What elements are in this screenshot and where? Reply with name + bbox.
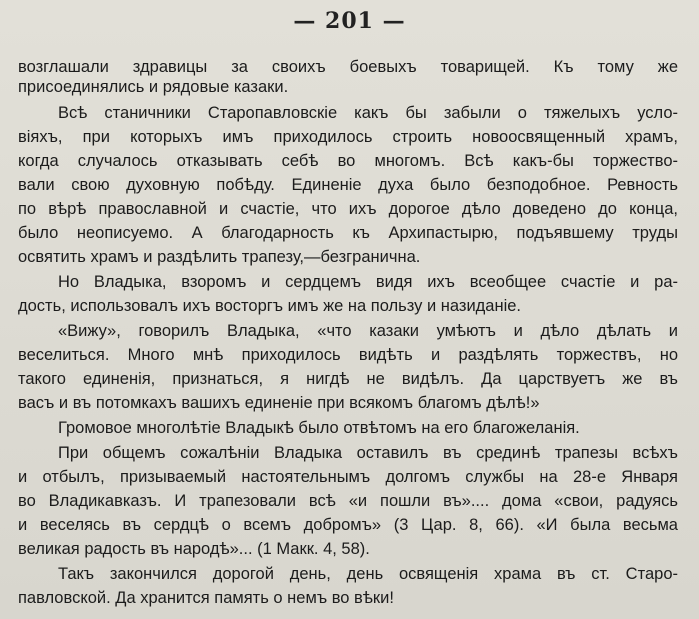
- text-line: вали свою духовную побѣду. Единеніе духа было безподобное. Ревность: [18, 176, 678, 194]
- text-line: Громовое многолѣтіе Владыкѣ было отвѣтомъ на его благожеланія.: [58, 419, 580, 437]
- text-line: дость, использовалъ ихъ восторгъ имъ же на пользу и назиданіе.: [18, 297, 522, 315]
- text-line: васъ и въ потомкахъ вашихъ единеніе при всякомъ благомъ дѣлѣ!»: [18, 394, 540, 412]
- text-line: великая радость въ народѣ»... (1 Макк. 4, 58).: [18, 540, 370, 558]
- text-line: При общемъ сожалѣніи Владыка оставилъ въ срединѣ трапезы всѣхъ: [58, 444, 678, 462]
- text-line: «Вижу», говорилъ Владыка, «что казаки умѣютъ и дѣло дѣлать и: [58, 322, 678, 340]
- text-line: по вѣрѣ православной и счастіе, что ихъ дорогое дѣло доведено до конца,: [18, 200, 678, 218]
- text-line: во Владикавказъ. И трапезовали всѣ «и пошли въ».... дома «свои, радуясь: [18, 492, 678, 510]
- text-line: Такъ закончился дорогой день, день освященія храма въ ст. Старо-: [58, 565, 678, 583]
- text-line: освятить храмъ и раздѣлить трапезу,—безгранична.: [18, 248, 421, 266]
- text-line: когда случалось отказывать себѣ во многомъ. Всѣ какъ-бы торжество-: [18, 152, 678, 170]
- text-line: веселиться. Много мнѣ приходилось видѣть и раздѣлять торжествъ, но: [18, 346, 678, 364]
- text-line: возглашали здравицы за своихъ боевыхъ товарищей. Къ тому же: [18, 58, 678, 76]
- text-line: и отбылъ, призываемый настоятельнымъ долгомъ службы на 28-е Января: [18, 468, 678, 486]
- text-line: присоединялись и рядовые казаки.: [18, 78, 289, 96]
- text-line: павловской. Да хранится память о немъ во вѣки!: [18, 589, 394, 607]
- text-line: віяхъ, при которыхъ имъ приходилось строить новоосвященный храмъ,: [18, 128, 678, 146]
- text-line: такого единенія, признаться, я нигдѣ не видѣлъ. Да царствуетъ же въ: [18, 370, 678, 388]
- text-line: было неописуемо. А благодарность къ Архипастырю, подъявшему труды: [18, 224, 678, 242]
- text-line: Но Владыка, взоромъ и сердцемъ видя ихъ всеобщее счастіе и ра-: [58, 273, 678, 291]
- page-number: — 201 —: [293, 8, 406, 34]
- text-line: и веселясь въ сердцѣ о всемъ добромъ» (3 Цар. 8, 66). «И была весьма: [18, 516, 678, 534]
- text-line: Всѣ станичники Старопавловскіе какъ бы забыли о тяжелыхъ усло-: [58, 104, 678, 122]
